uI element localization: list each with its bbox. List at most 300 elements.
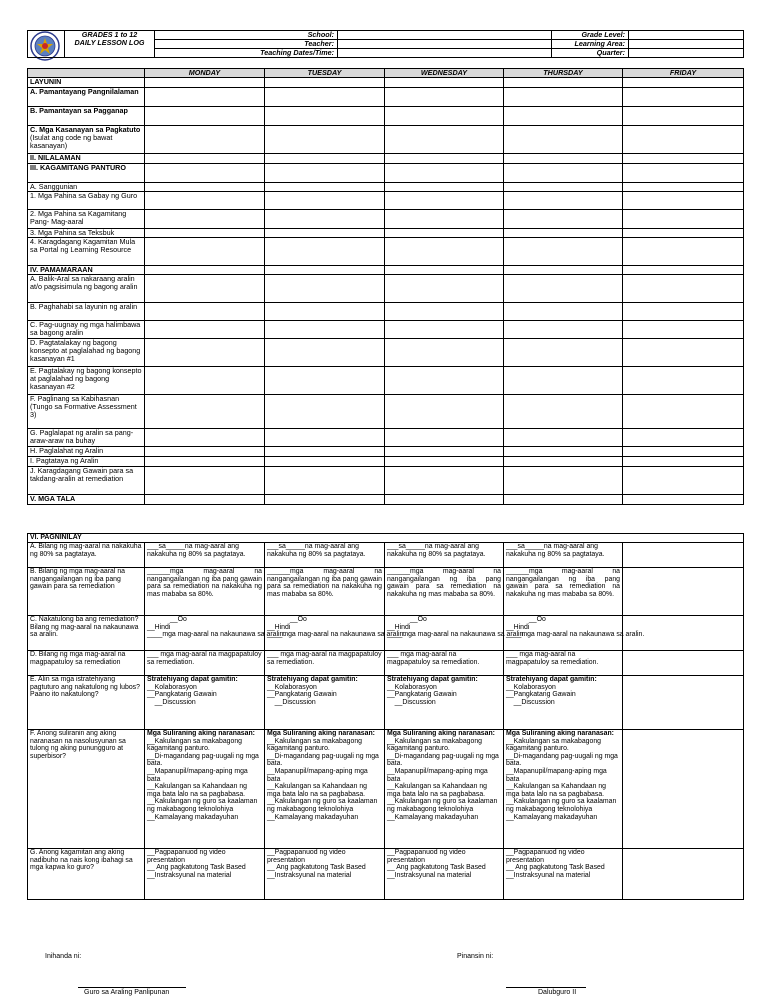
lesson-row [28,321,744,339]
reflection-cell-line: ____mga mag-aaral na nakaunawa sa aralin. [506,631,645,639]
lesson-cell-tuesday[interactable] [265,78,385,88]
lesson-cell-monday[interactable] [145,367,265,395]
reflection-option[interactable]: __Pangkatang Gawain [506,691,576,699]
reflection-heading: VI. PAGNINILAY [28,534,744,543]
lesson-cell-monday[interactable] [145,275,265,303]
reflection-cell[interactable] [385,616,526,651]
reflection-row-label: D. Bilang ng mga mag-aaral na magpapatuloy sa remediation [28,651,145,676]
lesson-cell-friday[interactable] [623,275,744,303]
lesson-row-label-text: A. Balik-Aral sa nakaraang aralin at/o pagsisimula ng bagong aralin [30,274,138,291]
lesson-row [28,339,744,367]
reflection-option[interactable]: __Kakulangan ng guro sa kaalaman ng makabagong teknolohiya [387,798,500,813]
reflection-cell[interactable] [385,849,504,900]
lesson-cell-wednesday[interactable] [385,495,504,505]
reflection-cell[interactable] [145,676,265,730]
prepared-by-label: Inihanda ni: [45,953,82,960]
lesson-row [28,126,744,154]
lesson-cell-wednesday[interactable] [385,126,504,154]
lesson-cell-thursday[interactable] [504,395,623,429]
reflection-cell[interactable] [385,730,504,849]
reflection-option[interactable]: __Kakulangan ng guro sa kaalaman ng makabagong teknolohiya [147,798,260,813]
lesson-cell-wednesday[interactable] [385,303,504,321]
lesson-cell-wednesday[interactable] [385,183,504,192]
lesson-cell-thursday[interactable] [504,229,623,238]
reflection-option[interactable]: __ Ang pagkatutong Task Based [506,864,605,872]
reflection-cell-line: ____mga mag-aaral na nakaunawa sa aralin. [267,631,406,639]
reflection-row [28,568,744,616]
lesson-cell-thursday[interactable] [504,266,623,275]
reflection-option[interactable]: __ Ang pagkatutong Task Based [147,864,246,872]
day-header-thursday: THURSDAY [504,69,623,78]
lesson-row-label [28,303,145,321]
reflection-option[interactable]: __ Ang pagkatutong Task Based [267,864,366,872]
reflection-row-label: A. Bilang ng mag-aaral na nakakuha ng 80% sa pagtataya. [28,543,145,568]
reflection-option[interactable]: __Di-magandang pag-uugali ng mga bata. [387,752,501,768]
reflection-option[interactable]: __Kolaborasyon [506,683,556,691]
day-header-tuesday: TUESDAY [265,69,385,78]
lesson-cell-friday[interactable] [623,238,744,266]
lesson-cell-tuesday[interactable] [265,88,385,107]
school-label: School: [155,31,338,40]
reflection-cell[interactable]: ______mga mag-aaral na nangangailangan ng iba pang gawain para sa remediation na nakakuha ng mas mababa sa 80%. [145,568,265,616]
lesson-cell-thursday[interactable] [504,367,623,395]
reflection-option[interactable]: __Mapanupil/mapang-aping mga bata [147,767,250,783]
reflection-cell-title: Mga Suliraning aking naranasan: [387,730,495,737]
reflection-cell[interactable]: ___ mga mag-aaral na magpapatuloy sa remediation. [145,651,265,676]
reflection-cell-line: __Oo [506,616,546,623]
lesson-cell-thursday[interactable] [504,126,623,154]
reflection-option[interactable]: __Kakulangan sa Kahandaan ng mga bata lalo na sa pagbabasa. [387,783,489,798]
day-header-wednesday: WEDNESDAY [385,69,504,78]
lesson-cell-thursday[interactable] [504,429,623,447]
reflection-cell[interactable] [265,849,385,900]
reflection-row-label: G. Anong kagamitan ang aking nadibuho na nais kong ibahagi sa mga kapwa ko guro? [28,849,145,900]
form-title [65,31,155,58]
lesson-cell-thursday[interactable] [504,457,623,467]
reflection-row-label: E. Alin sa mga istratehiyang pagtuturo ang nakatulong ng lubos? Paano ito nakatulong? [28,676,145,730]
lesson-cell-thursday[interactable] [504,210,623,229]
reflection-option[interactable]: __Pangkatang Gawain [387,691,457,699]
lesson-cell-tuesday[interactable] [265,321,385,339]
lesson-cell-thursday[interactable] [504,321,623,339]
reflection-row [28,676,744,730]
lesson-cell-thursday[interactable] [504,107,623,126]
reflection-cell-line: __Oo [147,616,187,623]
lesson-cell-friday[interactable] [623,429,744,447]
reflection-cell[interactable]: ___ mga mag-aaral na magpapatuloy sa remediation. [265,651,385,676]
reflection-cell-line: ____mga mag-aaral na nakaunawa sa aralin. [147,631,286,639]
reflection-option[interactable]: __Pagpapanuod ng video presentation [147,849,228,864]
grade-level-field[interactable] [629,31,744,40]
reflection-option[interactable]: __Kakulangan sa makabagong kagamitang panturo. [267,737,364,753]
lesson-row [28,210,744,229]
lesson-row [28,238,744,266]
lesson-cell-monday[interactable] [145,154,265,164]
lesson-cell-friday[interactable] [623,192,744,210]
lesson-row [28,107,744,126]
learning-area-field[interactable] [629,40,744,49]
reflection-cell-friday[interactable] [623,543,744,568]
reflection-option[interactable]: __Mapanupil/mapang-aping mga bata [267,767,370,783]
lesson-cell-tuesday[interactable] [265,495,385,505]
lesson-row-label-text: B. Paghahabi sa layunin ng aralin [30,302,138,311]
reflection-cell-title: Stratehiyang dapat gamitin: [506,676,597,683]
lesson-cell-friday[interactable] [623,303,744,321]
reflection-cell-friday[interactable] [623,849,744,900]
lesson-row-label [28,429,145,447]
lesson-cell-tuesday[interactable] [265,126,385,154]
lesson-cell-thursday[interactable] [504,303,623,321]
lesson-row-label-text: I. Pagtataya ng Aralin [30,456,99,465]
lesson-row-label-text: E. Pagtalakay ng bagong konsepto at paglalahad ng bagong kasanayan #2 [30,366,142,391]
lesson-row-label-text: C. Mga Kasanayan sa Pagkatuto [30,125,141,134]
lesson-row-label [28,78,145,88]
learning-area-label: Learning Area: [552,40,629,49]
lesson-cell-tuesday[interactable] [265,457,385,467]
lesson-row-label [28,457,145,467]
reflection-heading-row [28,534,744,543]
reflection-cell[interactable] [265,616,406,651]
reflection-option[interactable]: __Pangkatang Gawain [147,691,217,699]
lesson-cell-monday[interactable] [145,210,265,229]
reflection-cell[interactable]: ___sa_____na mag-aaral ang nakakuha ng 80% sa pagtataya. [265,543,385,568]
lesson-cell-monday[interactable] [145,457,265,467]
lesson-row-label [28,275,145,303]
lesson-row-label [28,210,145,229]
lesson-cell-wednesday[interactable] [385,429,504,447]
reflection-cell[interactable]: ______mga mag-aaral na nangangailangan ng iba pang gawain para sa remediation na nakakuha ng mas mababa sa 80%. [504,568,623,616]
lesson-cell-friday[interactable] [623,457,744,467]
lesson-cell-monday[interactable] [145,467,265,495]
lesson-cell-tuesday[interactable] [265,367,385,395]
lesson-row-label [28,154,145,164]
reflection-option[interactable]: __Kakulangan sa Kahandaan ng mga bata lalo na sa pagbabasa. [267,783,369,798]
lesson-cell-tuesday[interactable] [265,192,385,210]
reflection-option[interactable]: __ Ang pagkatutong Task Based [387,864,486,872]
lesson-row-label-text: III. KAGAMITANG PANTURO [30,163,126,172]
lesson-cell-thursday[interactable] [504,275,623,303]
lesson-cell-thursday[interactable] [504,238,623,266]
lesson-row-label-text: D. Pagtatalakay ng bagong konsepto at paglalahad ng bagong kasanayan #1 [30,338,141,363]
lesson-cell-wednesday[interactable] [385,467,504,495]
lesson-cell-thursday[interactable] [504,339,623,367]
lesson-row-label [28,192,145,210]
reflection-row [28,616,744,651]
lesson-row-label-text: 3. Mga Pahina sa Teksbuk [30,228,115,237]
lesson-cell-wednesday[interactable] [385,210,504,229]
lesson-cell-monday[interactable] [145,107,265,126]
lesson-cell-monday[interactable] [145,88,265,107]
reflection-option[interactable]: __Di-magandang pag-uugali ng mga bata. [147,752,261,768]
lesson-cell-tuesday[interactable] [265,154,385,164]
reflection-option[interactable]: __Instraksyunal na material [506,871,591,879]
lesson-row-label-text: C. Pag-uugnay ng mga halimbawa sa bagong aralin [30,320,141,337]
reflection-row-label: F. Anong suliranin ang aking naranasan na nasolusyunan sa tulong ng aking punungguro at superbisor? [28,730,145,849]
lesson-cell-tuesday[interactable] [265,183,385,192]
lesson-cell-monday[interactable] [145,238,265,266]
lesson-row-label-text: F. Paglinang sa Kabihasnan (Tungo sa Formative Assessment 3) [30,394,137,419]
reflection-option[interactable]: __Kamalayang makadayuhan [506,813,598,821]
lesson-log-table [27,68,744,505]
lesson-row-label [28,88,145,107]
lesson-cell-monday[interactable] [145,321,265,339]
lesson-cell-tuesday[interactable] [265,447,385,457]
reflection-option[interactable]: __Instraksyunal na material [387,871,472,879]
lesson-cell-thursday[interactable] [504,192,623,210]
lesson-cell-tuesday[interactable] [265,210,385,229]
lesson-cell-monday[interactable] [145,266,265,275]
day-header-monday: MONDAY [145,69,265,78]
lesson-row [28,447,744,457]
lesson-cell-monday[interactable] [145,192,265,210]
lesson-cell-friday[interactable] [623,321,744,339]
lesson-row-label [28,164,145,183]
lesson-cell-friday[interactable] [623,367,744,395]
form-title-line2: DAILY LESSON LOG [74,38,145,47]
reflection-option[interactable]: __Pangkatang Gawain [267,691,337,699]
prepared-role: Guro sa Araling Panlipunan [84,989,170,996]
lesson-row-label-text: H. Paglalahat ng Aralin [30,446,104,455]
lesson-cell-wednesday[interactable] [385,154,504,164]
reflection-option[interactable]: __Kakulangan sa makabagong kagamitang panturo. [387,737,484,753]
prepared-signature-line [78,987,186,988]
lesson-cell-wednesday[interactable] [385,367,504,395]
lesson-cell-thursday[interactable] [504,88,623,107]
lesson-cell-tuesday[interactable] [265,107,385,126]
lesson-cell-tuesday[interactable] [265,238,385,266]
reflection-cell[interactable] [265,730,385,849]
reflection-option[interactable]: __Kamalayang makadayuhan [147,813,239,821]
reflection-cell[interactable]: ___ mga mag-aaral na magpapatuloy sa remediation. [385,651,504,676]
lesson-row-label [28,238,145,266]
lesson-cell-thursday[interactable] [504,183,623,192]
reflection-option[interactable]: __Discussion [506,698,555,706]
reflection-cell-title: Stratehiyang dapat gamitin: [387,676,478,683]
reflection-cell-line: __Hindi [387,623,411,631]
lesson-cell-monday[interactable] [145,395,265,429]
lesson-cell-wednesday[interactable] [385,78,504,88]
lesson-row-label-text: B. Pamantayan sa Pagganap [30,106,128,115]
lesson-cell-friday[interactable] [623,107,744,126]
lesson-cell-friday[interactable] [623,164,744,183]
lesson-cell-friday[interactable] [623,395,744,429]
reflection-option[interactable]: __Kamalayang makadayuhan [267,813,359,821]
lesson-cell-thursday[interactable] [504,495,623,505]
reflection-option[interactable]: __Pagpapanuod ng video presentation [506,849,587,864]
lesson-row-label [28,467,145,495]
lesson-cell-friday[interactable] [623,447,744,457]
reflection-option[interactable]: __Kakulangan ng guro sa kaalaman ng makabagong teknolohiya [506,798,619,813]
lesson-cell-monday[interactable] [145,447,265,457]
lesson-row-label [28,126,145,154]
lesson-cell-friday[interactable] [623,210,744,229]
lesson-cell-monday[interactable] [145,78,265,88]
lesson-cell-wednesday[interactable] [385,266,504,275]
lesson-cell-wednesday[interactable] [385,457,504,467]
reflection-option[interactable]: __Di-magandang pag-uugali ng mga bata. [267,752,381,768]
lesson-cell-friday[interactable] [623,183,744,192]
reflection-cell[interactable] [504,730,623,849]
lesson-cell-tuesday[interactable] [265,303,385,321]
reflection-cell[interactable]: ___sa_____na mag-aaral ang nakakuha ng 80% sa pagtataya. [145,543,265,568]
lesson-cell-friday[interactable] [623,467,744,495]
lesson-row [28,78,744,88]
teaching-dates-label: Teaching Dates/Time: [155,49,338,58]
lesson-row [28,88,744,107]
reflection-cell[interactable] [504,676,623,730]
lesson-cell-tuesday[interactable] [265,229,385,238]
reflection-cell[interactable] [504,849,623,900]
lesson-row-label [28,367,145,395]
reflection-option[interactable]: __Discussion [267,698,316,706]
reflection-cell[interactable]: ______mga mag-aaral na nangangailangan ng iba pang gawain para sa remediation na nakakuha ng mas mababa sa 80%. [385,568,504,616]
lesson-cell-tuesday[interactable] [265,266,385,275]
lesson-cell-wednesday[interactable] [385,164,504,183]
reflection-cell[interactable] [504,616,645,651]
lesson-row [28,429,744,447]
quarter-field[interactable] [629,49,744,58]
day-header-row [28,69,744,78]
lesson-row-label-text: 2. Mga Pahina sa Kagamitang Pang- Mag-aaral [30,209,127,226]
lesson-cell-friday[interactable] [623,495,744,505]
reflection-option[interactable]: __Kolaborasyon [387,683,437,691]
reflection-option[interactable]: __Kakulangan sa makabagong kagamitang panturo. [506,737,603,753]
lesson-row-label-text: A. Sanggunian [30,182,78,191]
reflection-cell-title: Stratehiyang dapat gamitin: [147,676,238,683]
lesson-cell-tuesday[interactable] [265,467,385,495]
reflection-option[interactable]: __Kakulangan sa makabagong kagamitang panturo. [147,737,244,753]
reflection-row [28,849,744,900]
teacher-field[interactable] [338,40,552,49]
lesson-cell-wednesday[interactable] [385,88,504,107]
lesson-cell-wednesday[interactable] [385,321,504,339]
lesson-cell-wednesday[interactable] [385,107,504,126]
reflection-option[interactable]: __Instraksyunal na material [267,871,352,879]
reflection-option[interactable]: __Kakulangan sa Kahandaan ng mga bata lalo na sa pagbabasa. [506,783,608,798]
lesson-cell-tuesday[interactable] [265,164,385,183]
lesson-row-label-text: IV. PAMAMARAAN [30,265,93,274]
lesson-cell-friday[interactable] [623,126,744,154]
reflection-option[interactable]: __Kakulangan sa Kahandaan ng mga bata lalo na sa pagbabasa. [147,783,249,798]
lesson-cell-friday[interactable] [623,78,744,88]
reflection-cell[interactable]: ___sa_____na mag-aaral ang nakakuha ng 80% sa pagtataya. [504,543,623,568]
lesson-row-label [28,107,145,126]
lesson-cell-monday[interactable] [145,495,265,505]
lesson-cell-thursday[interactable] [504,154,623,164]
lesson-cell-wednesday[interactable] [385,275,504,303]
lesson-cell-friday[interactable] [623,154,744,164]
day-header-friday: FRIDAY [623,69,744,78]
reflection-cell[interactable]: ___ mga mag-aaral na magpapatuloy sa remediation. [504,651,623,676]
lesson-row [28,467,744,495]
teaching-dates-field[interactable] [338,49,552,58]
lesson-cell-thursday[interactable] [504,447,623,457]
reflection-cell[interactable] [145,616,286,651]
lesson-cell-monday[interactable] [145,303,265,321]
reflection-cell-friday[interactable] [623,651,744,676]
reflection-option[interactable]: __Discussion [387,698,436,706]
lesson-cell-monday[interactable] [145,429,265,447]
reflection-table [27,533,744,900]
reflection-cell[interactable] [265,676,385,730]
lesson-row-label-text: V. MGA TALA [30,494,76,503]
lesson-cell-wednesday[interactable] [385,447,504,457]
checked-by-label: Pinansin ni: [457,953,494,960]
reflection-cell[interactable] [145,730,265,849]
reflection-cell[interactable]: ______mga mag-aaral na nangangailangan ng iba pang gawain para sa remediation na nakakuha ng mas mababa sa 80%. [265,568,385,616]
lesson-cell-wednesday[interactable] [385,238,504,266]
lesson-row [28,275,744,303]
lesson-cell-wednesday[interactable] [385,229,504,238]
lesson-row [28,457,744,467]
lesson-cell-monday[interactable] [145,126,265,154]
lesson-cell-wednesday[interactable] [385,395,504,429]
lesson-cell-monday[interactable] [145,183,265,192]
lesson-cell-tuesday[interactable] [265,395,385,429]
lesson-row-label [28,447,145,457]
reflection-cell-line: __Hindi [506,623,530,631]
lesson-cell-thursday[interactable] [504,164,623,183]
lesson-row-label-text: J. Karagdagang Gawain para sa takdang-aralin at remediation [30,466,134,483]
grade-level-label: Grade Level: [552,31,629,40]
reflection-cell-friday[interactable] [623,676,744,730]
lesson-cell-thursday[interactable] [504,78,623,88]
reflection-cell-line: __Hindi [147,623,171,631]
reflection-option[interactable]: __Kolaborasyon [147,683,197,691]
reflection-option[interactable]: __Instraksyunal na material [147,871,232,879]
lesson-cell-wednesday[interactable] [385,192,504,210]
reflection-cell-line: __Oo [267,616,307,623]
reflection-option[interactable]: __Di-magandang pag-uugali ng mga bata. [506,752,620,768]
lesson-cell-monday[interactable] [145,229,265,238]
lesson-cell-monday[interactable] [145,339,265,367]
lesson-cell-tuesday[interactable] [265,275,385,303]
lesson-row-label [28,495,145,505]
lesson-cell-friday[interactable] [623,229,744,238]
lesson-row [28,495,744,505]
reflection-cell-friday[interactable] [623,568,744,616]
reflection-row [28,543,744,568]
lesson-cell-friday[interactable] [623,88,744,107]
lesson-row [28,164,744,183]
reflection-option[interactable]: __Discussion [147,698,196,706]
reflection-option[interactable]: __Kamalayang makadayuhan [387,813,479,821]
reflection-cell[interactable]: ___sa_____na mag-aaral ang nakakuha ng 80% sa pagtataya. [385,543,504,568]
reflection-cell[interactable] [145,849,265,900]
reflection-option[interactable]: __Kakulangan ng guro sa kaalaman ng makabagong teknolohiya [267,798,380,813]
reflection-option[interactable]: __Mapanupil/mapang-aping mga bata [506,767,609,783]
reflection-option[interactable]: __Pagpapanuod ng video presentation [387,849,468,864]
lesson-cell-tuesday[interactable] [265,429,385,447]
reflection-cell-friday[interactable] [623,730,744,849]
reflection-option[interactable]: __Kolaborasyon [267,683,317,691]
school-field[interactable] [338,31,552,40]
lesson-cell-friday[interactable] [623,266,744,275]
lesson-cell-thursday[interactable] [504,467,623,495]
reflection-option[interactable]: __Pagpapanuod ng video presentation [267,849,348,864]
reflection-row [28,651,744,676]
form-title-line1: GRADES 1 to 12 [81,30,138,39]
reflection-option[interactable]: __Mapanupil/mapang-aping mga bata [387,767,490,783]
lesson-cell-friday[interactable] [623,339,744,367]
lesson-row-label-text: LAYUNIN [30,77,62,86]
lesson-cell-tuesday[interactable] [265,339,385,367]
lesson-row-label-note: (Isulat ang code ng bawat kasanayan) [30,133,113,150]
reflection-row [28,730,744,849]
lesson-cell-monday[interactable] [145,164,265,183]
lesson-cell-wednesday[interactable] [385,339,504,367]
reflection-cell[interactable] [385,676,504,730]
